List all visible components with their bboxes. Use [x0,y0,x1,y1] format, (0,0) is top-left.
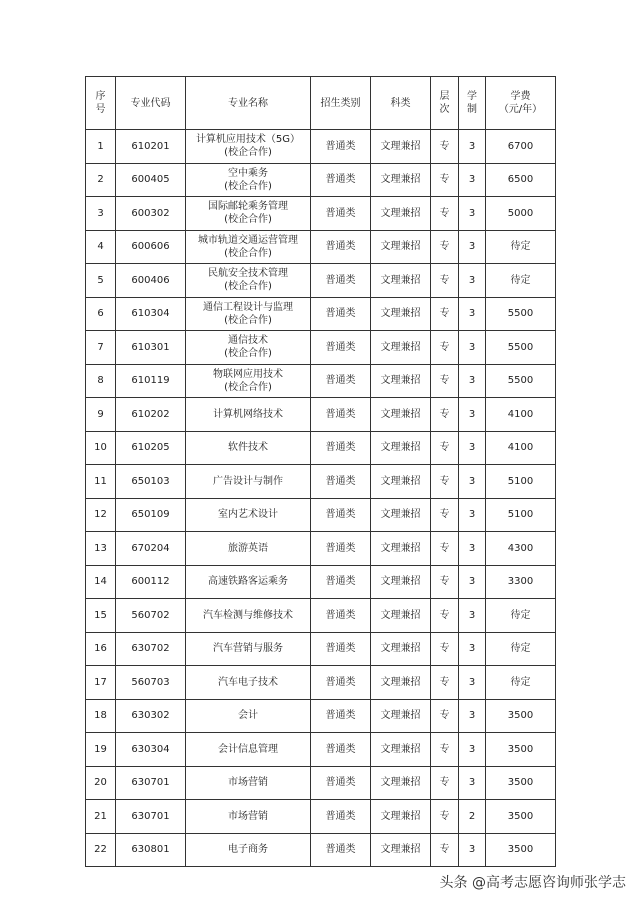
table-row [86,197,556,231]
cell-category: 普通类 [311,766,371,800]
cell-code: 600606 [116,230,186,264]
cell-fee: 待定 [486,666,556,700]
cell-fee: 6500 [486,163,556,197]
cell-level: 专 [431,599,459,633]
cell-name: 旅游英语 [186,532,311,566]
cell-duration: 3 [459,130,486,164]
table-row [86,733,556,767]
cell-level: 专 [431,666,459,700]
cell-fee: 3500 [486,699,556,733]
cell-code: 630702 [116,632,186,666]
cell-subject: 文理兼招 [371,565,431,599]
cell-fee: 3300 [486,565,556,599]
cell-seq: 5 [86,264,116,298]
header-row [86,77,556,130]
cell-code: 630801 [116,833,186,867]
cell-subject: 文理兼招 [371,599,431,633]
cell-duration: 2 [459,800,486,834]
cell-level: 专 [431,331,459,365]
cell-level: 专 [431,197,459,231]
table-row [86,632,556,666]
table-row [86,130,556,164]
cell-duration: 3 [459,431,486,465]
cell-level: 专 [431,230,459,264]
table-row [86,331,556,365]
cell-level: 专 [431,632,459,666]
cell-seq: 8 [86,364,116,398]
cell-subject: 文理兼招 [371,163,431,197]
cell-seq: 11 [86,465,116,499]
table-row [86,498,556,532]
cell-level: 专 [431,565,459,599]
majors-table [85,76,556,867]
cell-duration: 3 [459,364,486,398]
cell-name: 市场营销 [186,766,311,800]
table-row [86,431,556,465]
cell-name: 物联网应用技术 (校企合作) [186,364,311,398]
cell-fee: 4300 [486,532,556,566]
cell-name: 软件技术 [186,431,311,465]
cell-category: 普通类 [311,297,371,331]
cell-category: 普通类 [311,666,371,700]
cell-code: 600405 [116,163,186,197]
cell-duration: 3 [459,465,486,499]
cell-name: 城市轨道交通运营管理 (校企合作) [186,230,311,264]
cell-code: 650109 [116,498,186,532]
cell-fee: 3500 [486,833,556,867]
cell-category: 普通类 [311,699,371,733]
cell-fee: 待定 [486,264,556,298]
cell-fee: 5500 [486,364,556,398]
watermark: 头条 @高考志愿咨询师张学志 [439,875,626,891]
cell-fee: 3500 [486,800,556,834]
cell-fee: 3500 [486,766,556,800]
cell-subject: 文理兼招 [371,297,431,331]
table-row [86,833,556,867]
cell-category: 普通类 [311,197,371,231]
cell-category: 普通类 [311,431,371,465]
cell-seq: 13 [86,532,116,566]
cell-level: 专 [431,699,459,733]
cell-seq: 15 [86,599,116,633]
cell-subject: 文理兼招 [371,833,431,867]
cell-name: 汽车电子技术 [186,666,311,700]
cell-code: 630701 [116,766,186,800]
cell-code: 610301 [116,331,186,365]
cell-seq: 4 [86,230,116,264]
cell-fee: 5000 [486,197,556,231]
cell-duration: 3 [459,766,486,800]
cell-fee: 4100 [486,431,556,465]
cell-name: 汽车检测与维修技术 [186,599,311,633]
cell-name: 通信技术 (校企合作) [186,331,311,365]
cell-name: 汽车营销与服务 [186,632,311,666]
cell-code: 630701 [116,800,186,834]
table-row [86,264,556,298]
table-row [86,364,556,398]
cell-seq: 2 [86,163,116,197]
header-code: 专业代码 [116,77,186,130]
cell-category: 普通类 [311,331,371,365]
cell-subject: 文理兼招 [371,197,431,231]
cell-code: 600112 [116,565,186,599]
cell-name: 空中乘务 (校企合作) [186,163,311,197]
cell-category: 普通类 [311,599,371,633]
cell-duration: 3 [459,197,486,231]
cell-seq: 12 [86,498,116,532]
cell-subject: 文理兼招 [371,666,431,700]
header-duration: 学 制 [459,77,486,130]
cell-fee: 5100 [486,498,556,532]
cell-fee: 3500 [486,733,556,767]
cell-duration: 3 [459,565,486,599]
cell-level: 专 [431,766,459,800]
cell-category: 普通类 [311,498,371,532]
cell-name: 会计 [186,699,311,733]
cell-level: 专 [431,264,459,298]
cell-level: 专 [431,800,459,834]
header-name: 专业名称 [186,77,311,130]
cell-duration: 3 [459,599,486,633]
cell-seq: 20 [86,766,116,800]
cell-duration: 3 [459,632,486,666]
cell-code: 600302 [116,197,186,231]
cell-category: 普通类 [311,800,371,834]
cell-seq: 10 [86,431,116,465]
cell-duration: 3 [459,699,486,733]
table-row [86,163,556,197]
cell-category: 普通类 [311,398,371,432]
cell-fee: 待定 [486,632,556,666]
cell-duration: 3 [459,163,486,197]
cell-seq: 1 [86,130,116,164]
header-level: 层 次 [431,77,459,130]
cell-code: 670204 [116,532,186,566]
cell-duration: 3 [459,666,486,700]
cell-fee: 待定 [486,599,556,633]
cell-name: 民航安全技术管理 (校企合作) [186,264,311,298]
cell-seq: 14 [86,565,116,599]
cell-seq: 16 [86,632,116,666]
cell-code: 560702 [116,599,186,633]
cell-subject: 文理兼招 [371,766,431,800]
cell-name: 电子商务 [186,833,311,867]
cell-duration: 3 [459,264,486,298]
cell-code: 630302 [116,699,186,733]
cell-seq: 3 [86,197,116,231]
cell-level: 专 [431,498,459,532]
cell-level: 专 [431,532,459,566]
cell-category: 普通类 [311,264,371,298]
cell-subject: 文理兼招 [371,364,431,398]
cell-seq: 18 [86,699,116,733]
header-subject: 科类 [371,77,431,130]
cell-code: 610201 [116,130,186,164]
cell-category: 普通类 [311,130,371,164]
cell-level: 专 [431,733,459,767]
cell-subject: 文理兼招 [371,130,431,164]
cell-category: 普通类 [311,465,371,499]
table-row [86,465,556,499]
cell-category: 普通类 [311,532,371,566]
cell-level: 专 [431,130,459,164]
cell-fee: 5100 [486,465,556,499]
cell-seq: 6 [86,297,116,331]
header-fee: 学费 （元/年） [486,77,556,130]
table-row [86,699,556,733]
cell-code: 630304 [116,733,186,767]
table-row [86,230,556,264]
cell-name: 计算机应用技术（5G） (校企合作) [186,130,311,164]
cell-subject: 文理兼招 [371,800,431,834]
cell-duration: 3 [459,297,486,331]
cell-fee: 6700 [486,130,556,164]
cell-name: 计算机网络技术 [186,398,311,432]
cell-fee: 4100 [486,398,556,432]
cell-seq: 9 [86,398,116,432]
cell-level: 专 [431,297,459,331]
cell-subject: 文理兼招 [371,632,431,666]
cell-level: 专 [431,431,459,465]
cell-name: 会计信息管理 [186,733,311,767]
cell-subject: 文理兼招 [371,699,431,733]
table-row [86,565,556,599]
table-row [86,666,556,700]
cell-name: 国际邮轮乘务管理 (校企合作) [186,197,311,231]
cell-name: 通信工程设计与监理 (校企合作) [186,297,311,331]
cell-fee: 5500 [486,331,556,365]
header-category: 招生类别 [311,77,371,130]
cell-code: 650103 [116,465,186,499]
cell-seq: 22 [86,833,116,867]
cell-duration: 3 [459,532,486,566]
cell-subject: 文理兼招 [371,264,431,298]
cell-subject: 文理兼招 [371,331,431,365]
cell-name: 广告设计与制作 [186,465,311,499]
cell-fee: 5500 [486,297,556,331]
table-row [86,800,556,834]
cell-category: 普通类 [311,565,371,599]
cell-level: 专 [431,163,459,197]
cell-duration: 3 [459,230,486,264]
cell-subject: 文理兼招 [371,431,431,465]
cell-seq: 17 [86,666,116,700]
cell-level: 专 [431,398,459,432]
cell-subject: 文理兼招 [371,465,431,499]
cell-duration: 3 [459,498,486,532]
cell-subject: 文理兼招 [371,532,431,566]
cell-code: 610205 [116,431,186,465]
cell-subject: 文理兼招 [371,398,431,432]
table-row [86,532,556,566]
cell-name: 市场营销 [186,800,311,834]
table-body [86,130,556,867]
cell-category: 普通类 [311,833,371,867]
cell-duration: 3 [459,733,486,767]
cell-category: 普通类 [311,733,371,767]
cell-subject: 文理兼招 [371,230,431,264]
table-row [86,398,556,432]
cell-level: 专 [431,465,459,499]
cell-subject: 文理兼招 [371,733,431,767]
cell-subject: 文理兼招 [371,498,431,532]
cell-duration: 3 [459,331,486,365]
cell-code: 610202 [116,398,186,432]
cell-fee: 待定 [486,230,556,264]
table-row [86,766,556,800]
cell-duration: 3 [459,398,486,432]
cell-level: 专 [431,833,459,867]
table-row [86,297,556,331]
cell-level: 专 [431,364,459,398]
cell-name: 高速铁路客运乘务 [186,565,311,599]
cell-seq: 7 [86,331,116,365]
cell-seq: 21 [86,800,116,834]
cell-category: 普通类 [311,163,371,197]
header-seq: 序 号 [86,77,116,130]
cell-code: 610119 [116,364,186,398]
cell-category: 普通类 [311,230,371,264]
cell-category: 普通类 [311,632,371,666]
cell-code: 610304 [116,297,186,331]
cell-code: 600406 [116,264,186,298]
table-row [86,599,556,633]
cell-name: 室内艺术设计 [186,498,311,532]
cell-seq: 19 [86,733,116,767]
cell-code: 560703 [116,666,186,700]
cell-category: 普通类 [311,364,371,398]
cell-duration: 3 [459,833,486,867]
